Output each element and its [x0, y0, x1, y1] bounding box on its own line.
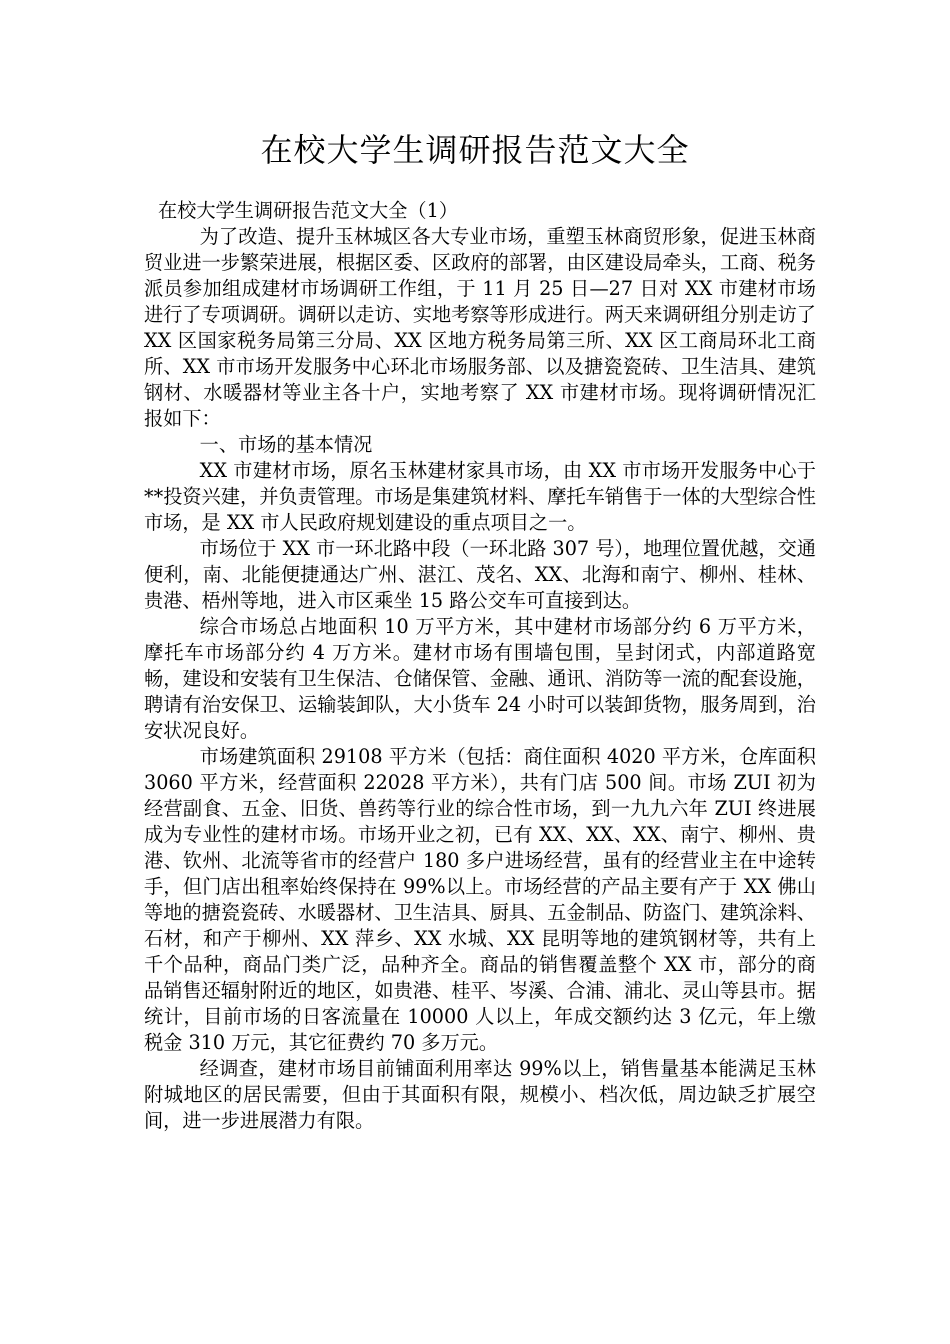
paragraph-market-area: 综合市场总占地面积 10 万平方米，其中建材市场部分约 6 万平方米，摩托车市场部分约 4 万方米。建材市场有围墙包围，呈封闭式，内部道路宽畅，建设和安装有卫生保洁、仓储保管、金融、通讯、消防等一流的配套设施，聘请有治安保卫、运输装卸队，大小货车 24 小时可以装卸货物，服务周到，治安状况良好。	[144, 615, 816, 742]
document-title: 在校大学生调研报告范文大全	[260, 131, 690, 169]
paragraph-market-building: 市场建筑面积 29108 平方米（包括：商住面积 4020 平方米，仓库面积 3060 平方米，经营面积 22028 平方米），共有门店 500 间。市场 ZUI 初为经营副食、五金、旧货、兽药等行业的综合性市场，到一九九六年 ZUI 终进展成为专业性的建材市场。市场开业之初，已有 XX、XX、XX、南宁、柳州、贵港、钦州、北流等省市的经营户 180 多户进场经营，虽有的经营业主在中途转手，但门店出租率始终保持在 99%以上。市场经营的产品主要有产于 XX 佛山等地的搪瓷瓷砖、水暖器材、卫生洁具、厨具、五金制品、防盗门、建筑涂料、石材，和产于柳州、XX 萍乡、XX 水城、XX 昆明等地的建筑钢材等，共有上千个品种，商品门类广泛，品种齐全。商品的销售覆盖整个 XX 市，部分的商品销售还辐射附近的地区，如贵港、桂平、岑溪、合浦、浦北、灵山等县市。据统计，目前市场的日客流量在 10000 人以上，年成交额约达 3 亿元，年上缴税金 310 万元，其它征费约 70 多万元。	[144, 745, 816, 1054]
document-body	[144, 198, 816, 1134]
paragraph-intro: 为了改造、提升玉林城区各大专业市场，重塑玉林商贸形象，促进玉林商贸业进一步繁荣进展，根据区委、区政府的部署，由区建设局牵头，工商、税务派员参加组成建材市场调研工作组，于 11 月 25 日—27 日对 XX 市建材市场进行了专项调研。调研以走访、实地考察等形成进行。两天来调研组分别走访了 XX 区国家税务局第三分局、XX 区地方税务局第三所、XX 区工商局环北工商所、XX 市市场开发服务中心环北市场服务部、以及搪瓷瓷砖、卫生洁具、建筑钢材、水暖器材等业主各十户，实地考察了 XX 市建材市场。现将调研情况汇报如下：	[144, 225, 816, 430]
section-subtitle: 在校大学生调研报告范文大全（1）	[158, 199, 459, 222]
paragraph-market-overview: XX 市建材市场，原名玉林建材家具市场，由 XX 市市场开发服务中心于**投资兴建，并负责管理。市场是集建筑材料、摩托车销售于一体的大型综合性市场，是 XX 市人民政府规划建设的重点项目之一。	[144, 459, 816, 534]
paragraph-survey-conclusion: 经调查，建材市场目前铺面利用率达 99%以上，销售量基本能满足玉林附城地区的居民需要，但由于其面积有限，规模小、档次低，周边缺乏扩展空间，进一步进展潜力有限。	[144, 1057, 816, 1132]
section-heading-basic-situation: 一、市场的基本情况	[199, 433, 373, 456]
paragraph-market-location: 市场位于 XX 市一环北路中段（一环北路 307 号），地理位置优越，交通便利，南、北能便捷通达广州、湛江、茂名、XX、北海和南宁、柳州、桂林、贵港、梧州等地，进入市区乘坐 15 路公交车可直接到达。	[144, 537, 816, 612]
